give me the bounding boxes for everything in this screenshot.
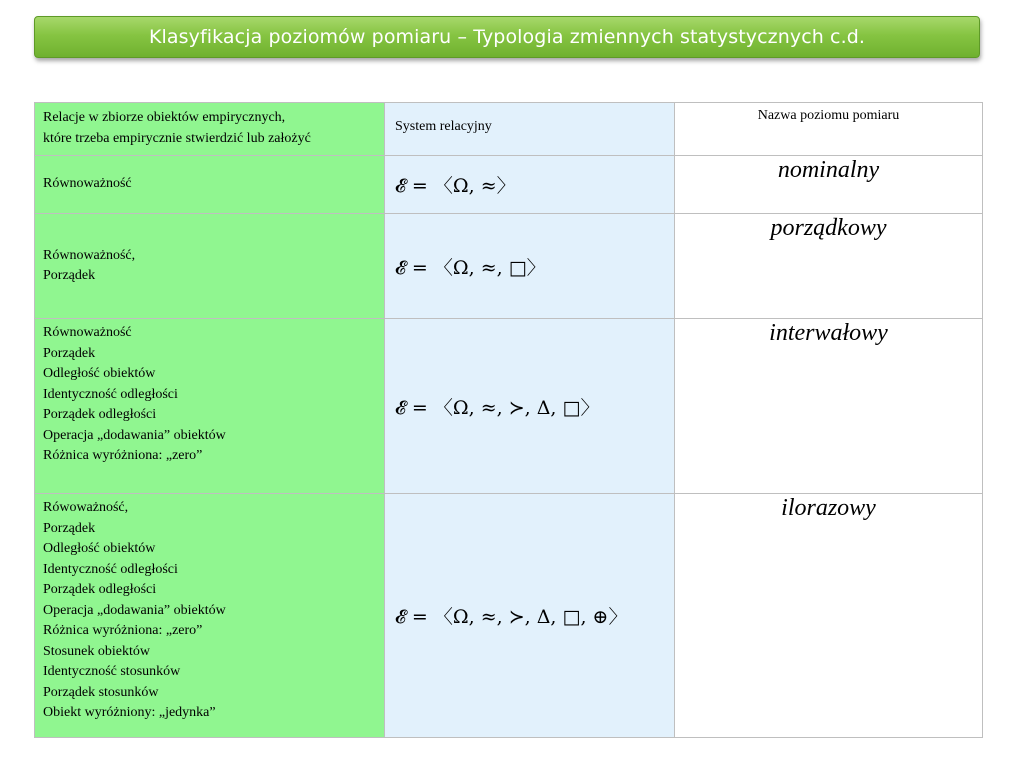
- table-row: [35, 214, 983, 319]
- relation-item: Porządek: [43, 520, 96, 536]
- relations-cell: [35, 156, 385, 214]
- relation-item: Równoważność: [43, 325, 132, 340]
- relation-item: Porządek stosunków: [43, 684, 159, 700]
- relational-system-formula: 𝓔 = 〈Ω, ≈, ≻, Δ, □, ⊕〉: [395, 606, 628, 628]
- relations-cell: [35, 494, 385, 738]
- relation-item: Odległość obiektów: [43, 366, 156, 381]
- level-name-cell: [675, 214, 983, 319]
- relation-item: Równoważność: [43, 176, 132, 192]
- header-relations-line: Relacje w zbiorze obiektów empirycznych,: [43, 110, 286, 125]
- table-row: [35, 156, 983, 214]
- relation-item: Porządek odległości: [43, 582, 157, 597]
- relation-item: Porządek: [43, 345, 96, 361]
- relational-system-cell: [385, 319, 675, 494]
- level-name-cell: [675, 494, 983, 738]
- relations-cell: [35, 319, 385, 494]
- relation-item: Równoważność,: [43, 247, 136, 263]
- relational-system-cell: [385, 156, 675, 214]
- relation-item: Obiekt wyróżniony: „jedynka”: [43, 705, 216, 720]
- level-name: interwałowy: [769, 320, 888, 346]
- level-name: nominalny: [777, 157, 880, 183]
- level-name-cell: [675, 156, 983, 214]
- header-system-cell: System relacyjny: [385, 103, 675, 156]
- relational-system-formula: 𝓔 = 〈Ω, ≈, □〉: [395, 256, 546, 279]
- table-header-row: [35, 103, 983, 156]
- relational-system-formula: 𝓔 = 〈Ω, ≈, ≻, Δ, □〉: [395, 396, 600, 419]
- relational-system-formula: 𝓔 = 〈Ω, ≈〉: [395, 175, 516, 197]
- relation-item: Porządek: [43, 268, 96, 283]
- relation-item: Stosunek obiektów: [43, 643, 150, 659]
- relation-item: Operacja „dodawania” obiektów: [43, 427, 226, 443]
- slide-title: Klasyfikacja poziomów pomiaru – Typologia zmiennych statystycznych c.d.: [148, 26, 866, 48]
- header-relations-line: które trzeba empirycznie stwierdzić lub założyć: [43, 130, 311, 146]
- measurement-levels-table: [34, 102, 983, 738]
- level-name: ilorazowy: [781, 495, 876, 521]
- relations-cell: [35, 214, 385, 319]
- relational-system-cell: [385, 214, 675, 319]
- relation-item: Odległość obiektów: [43, 541, 156, 556]
- level-name-cell: [675, 319, 983, 494]
- table-row: [35, 494, 983, 738]
- relation-item: Operacja „dodawania” obiektów: [43, 602, 226, 618]
- slide-title-bar: [34, 16, 980, 58]
- table-row: [35, 319, 983, 494]
- level-name: porządkowy: [770, 215, 887, 241]
- relation-item: Różnica wyróżniona: „zero”: [43, 623, 203, 638]
- relation-item: Identyczność stosunków: [43, 664, 181, 679]
- header-relations-cell: [35, 103, 385, 156]
- relation-item: Różnica wyróżniona: „zero”: [43, 448, 203, 463]
- relation-item: Porządek odległości: [43, 407, 157, 422]
- relation-item: Identyczność odległości: [43, 561, 178, 577]
- relation-item: Rówoważność,: [43, 500, 129, 515]
- relation-item: Identyczność odległości: [43, 386, 178, 402]
- header-name-cell: Nazwa poziomu pomiaru: [675, 103, 983, 156]
- relational-system-cell: [385, 494, 675, 738]
